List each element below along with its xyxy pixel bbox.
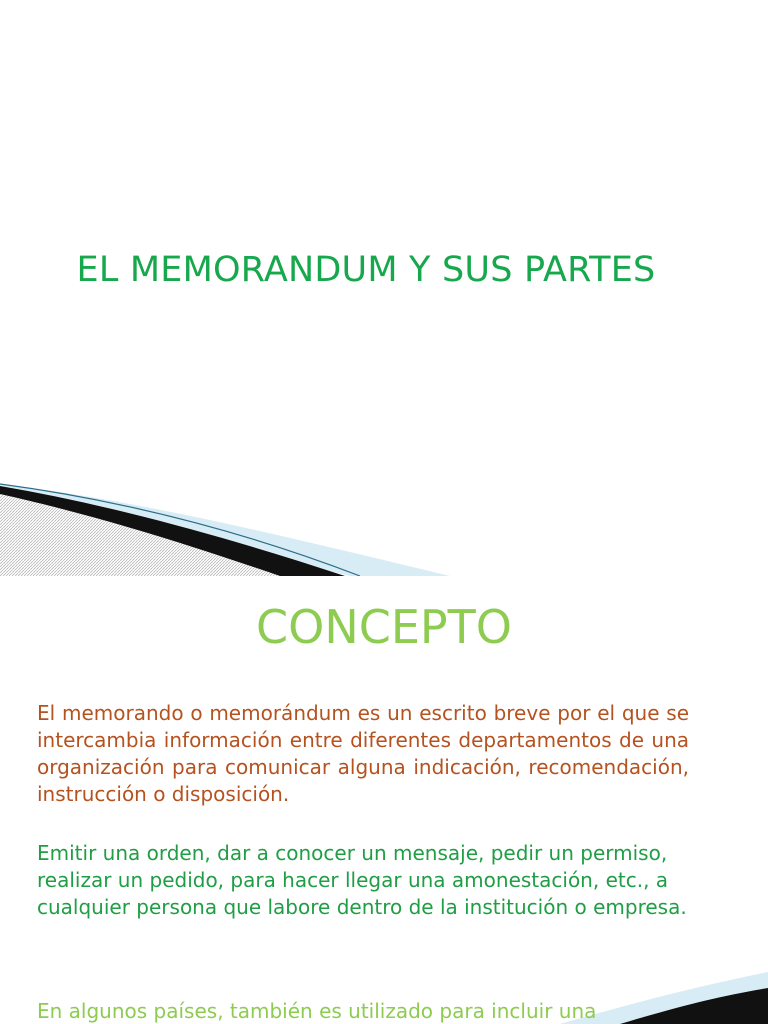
concept-paragraph-3: En algunos países, también es utilizado para incluir una: [37, 999, 597, 1023]
slide-concept: [0, 576, 768, 1024]
concept-paragraph-1: El memorando o memorándum es un escrito breve por el que se intercambia información entre diferentes departamentos de una organización para comunicar alguna indicación, recomendación, instrucción o disposición.: [37, 701, 689, 806]
slide-title-heading: EL MEMORANDUM Y SUS PARTES: [76, 250, 656, 290]
concept-paragraph-2: Emitir una orden, dar a conocer un mensaje, pedir un permiso, realizar un pedido, para hacer llegar una amonestación, etc., a cualquier persona que labore dentro de la institución o empresa.: [37, 841, 687, 919]
concept-heading: CONCEPTO: [256, 600, 512, 654]
